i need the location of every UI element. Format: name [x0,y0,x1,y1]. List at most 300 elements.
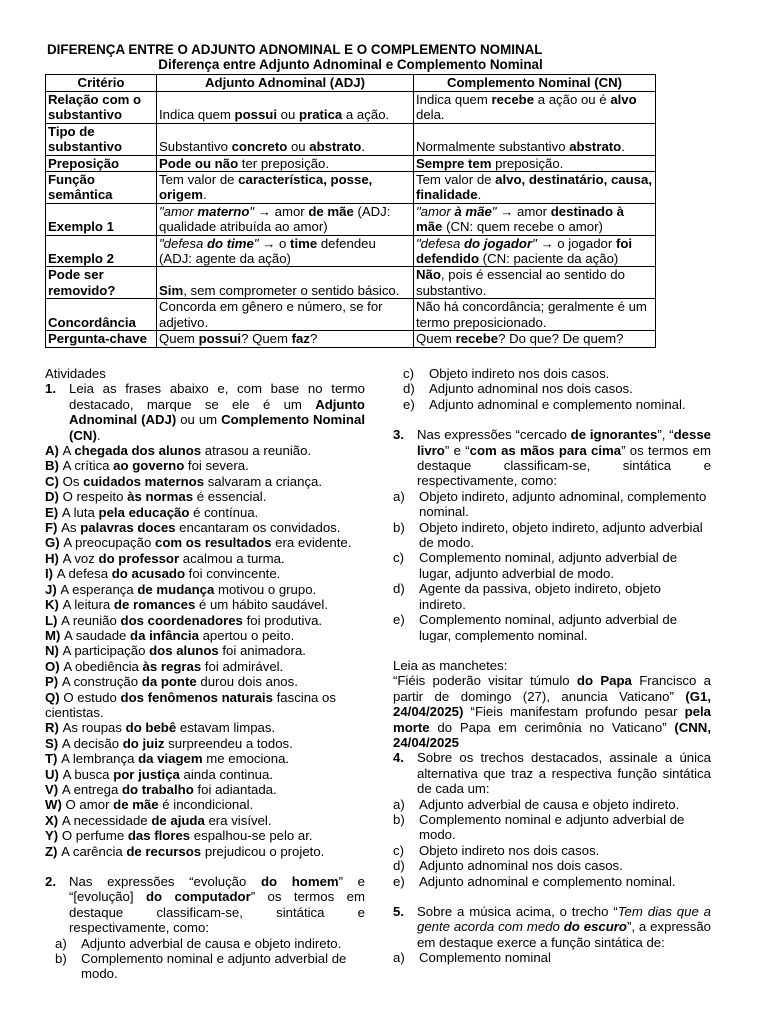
text-run: A reunião [61,612,121,628]
text-run: do Papa em cerimônia no Vaticano” [429,719,675,735]
answer-option [393,874,711,889]
text-run: do professor [98,550,180,566]
text-run: pela educação [98,504,190,520]
list-item [45,736,365,751]
text-run: concreto [231,139,288,155]
text-run: acalmou a turma. [179,550,285,566]
text-run: A [62,443,75,459]
answer-option [393,489,711,520]
table-body [46,92,656,348]
header-cn: Complemento Nominal (CN) [414,75,656,92]
list-item [45,782,365,797]
question-3-number: 3. [393,427,404,443]
item-letter: W) [45,797,66,813]
question-5 [393,904,711,950]
text-run: As roupas [62,720,126,736]
text-run: (CN: quem recebe o amor) [442,219,603,235]
text-run: Normalmente substantivo [416,139,570,155]
text-run: a ação. [342,107,390,123]
cn-cell [414,155,656,171]
answer-option [55,951,365,982]
text-run: Adjunto Adnominal (ADJ) [69,396,365,428]
question-1-text [69,381,365,443]
text-run: Quem [416,331,456,347]
answer-option [403,397,711,412]
text-run: durou dois anos. [196,674,298,690]
text-run: recebe [491,92,535,107]
question-2 [45,874,365,936]
text-run: é incondicional. [158,797,254,813]
list-item [45,751,365,766]
answer-option [393,612,711,643]
text-run: dos coordenadores [120,612,243,628]
option-text: Complemento nominal, adjunto adverbial de lugar, adjunto adverbial de modo. [419,550,678,581]
criterio-cell: Exemplo 1 [46,203,157,235]
adj-cell [157,331,414,347]
answer-option [403,381,711,396]
list-item [45,690,365,721]
text-run: materno [197,203,250,219]
question-4-number: 4. [393,750,404,766]
text-run: . [477,187,482,203]
text-run: apertou o peito. [198,627,295,643]
text-run: ? [309,331,318,347]
criterio-cell: Pergunta-chave [46,331,157,347]
text-run: era evidente. [271,535,352,551]
list-item [45,597,365,612]
adj-cell [157,155,414,171]
text-run: Não há concordância; geralmente é um termo preposicionado. [416,299,647,330]
text-run: Pode ou não [159,155,239,171]
text-run: ? Do que? De quem? [498,331,624,347]
text-run: O amor [65,797,114,813]
table-row [46,92,656,124]
answer-option [55,936,365,951]
text-run: . [621,139,625,155]
question-3-text [417,427,711,489]
text-run: “Fieis manifestam profundo pesar [463,704,685,720]
text-run: "defesa [159,235,207,251]
table-row [46,299,656,331]
text-run: chegada dos alunos [74,443,202,459]
text-run: "amor [159,203,198,219]
answer-option [393,812,711,843]
answer-option [393,858,711,873]
activities-label: Atividades [45,366,106,381]
cn-cell [414,172,656,204]
header-criterio: Critério [46,75,157,92]
adj-cell [157,123,414,155]
text-run: da viagem [138,751,203,767]
text-run: alvo, destinatário, causa, finalidade [416,172,653,203]
list-item [45,458,365,473]
right-column [393,366,711,966]
text-run: (G1, 24/04/2025) [393,688,711,720]
cn-cell [414,123,656,155]
item-letter: X) [45,812,62,828]
option-text: Complemento nominal, adjunto adverbial de lugar, complemento nominal. [419,612,678,643]
option-text: Adjunto adnominal nos dois casos. [429,381,633,397]
list-item [45,551,365,566]
list-item [45,813,365,828]
answer-option [393,950,711,965]
text-run: a ação ou é [534,92,611,107]
text-run: A defesa [56,566,112,582]
text-run: por justiça [113,766,180,782]
adj-cell [157,92,414,124]
text-run: (ADJ: qualidade atribuída ao amor) [159,203,391,235]
list-item [45,582,365,597]
text-run: O respeito [62,489,128,505]
question-4-options [393,797,711,889]
text-run: ”, “ [657,427,674,443]
text-run: estavam limpas. [176,720,276,736]
text-run: ” os termos em destaque classificam-se, sintática e respectivamente, como: [417,442,711,489]
option-letter: a) [393,950,405,966]
item-letter: R) [45,720,63,736]
text-run: A participação [62,643,150,659]
text-run: ter preposição. [238,155,330,171]
item-letter: M) [45,627,65,643]
text-run: → amor [254,203,309,219]
text-run: Sempre tem [416,155,492,171]
question-1-items [45,443,365,859]
text-run: ” e “[evolução] [69,874,366,905]
cn-cell [414,203,656,235]
text-run: Indica quem [159,107,235,123]
option-text: Adjunto adnominal nos dois casos. [419,858,623,874]
text-run: foi convincente. [185,566,281,582]
text-run: → o [258,235,291,251]
item-letter: U) [45,766,63,782]
list-item [45,720,365,735]
table-row [46,155,656,171]
option-letter: a) [393,488,405,504]
text-run: prejudicou o projeto. [201,843,325,859]
text-run: A entrega [61,781,122,797]
item-letter: Z) [45,843,62,859]
text-run: A preocupação [63,535,155,551]
item-letter: K) [45,597,63,613]
list-item [45,828,365,843]
option-letter: a) [393,796,405,812]
list-item [45,628,365,643]
text-run: foi severa. [184,458,249,474]
text-run: espalhou-se pelo ar. [190,828,313,844]
text-run: , pois é essencial ao sentido do substantivo. [416,267,625,298]
text-run: A voz [62,550,99,566]
option-letter: d) [403,381,415,397]
text-run: abstrato [309,139,362,155]
table-caption: Diferença entre Adjunto Adnominal e Complemento Nominal [158,57,543,72]
text-run: Quem [159,331,199,347]
option-text: Complemento nominal [419,950,551,966]
text-run: defendeu (ADJ: agente da ação) [159,235,376,267]
text-run: ainda continua. [179,766,273,782]
option-text: Objeto indireto nos dois casos. [429,366,610,381]
option-text: Adjunto adnominal e complemento nominal. [419,873,676,889]
text-run: encantaram os convidados. [175,520,341,536]
option-text: Complemento nominal e adjunto adverbial de modo. [81,951,347,982]
criterio-cell: Exemplo 2 [46,235,157,267]
text-run: é contínua. [189,504,259,520]
text-run: desse livro [417,427,711,458]
adj-cell [157,299,414,331]
option-letter: a) [55,935,67,951]
list-item [45,767,365,782]
option-text: Objeto indireto nos dois casos. [419,842,600,858]
question-4 [393,750,711,796]
text-run: possui [234,107,278,123]
list-item [45,505,365,520]
text-run: pela morte [393,704,711,735]
list-item [45,489,365,504]
text-run: palavras doces [80,520,176,536]
text-run: de ajuda [151,812,205,828]
item-letter: F) [45,520,62,536]
question-5-options [393,950,711,965]
question-1-number: 1. [45,381,56,397]
option-text: Objeto indireto, objeto indireto, adjunto adverbial de modo. [419,519,703,551]
answer-option [393,843,711,858]
text-run: me emociona. [202,751,290,767]
cn-cell [414,299,656,331]
text-run: ? Quem [241,331,292,347]
item-letter: Q) [45,689,64,705]
cn-cell [414,331,656,347]
criterio-cell: Relação com o substantivo [46,92,157,124]
text-run: foi defendido [416,235,633,267]
text-run: Sim [159,282,184,298]
list-item [45,566,365,581]
text-run: do homem [261,874,339,889]
text-run: faz [291,331,310,347]
text-run: A luta [61,504,99,520]
text-run: A decisão [61,735,123,751]
question-2-number: 2. [45,874,56,889]
text-run: de mãe [113,797,159,813]
option-letter: b) [393,811,405,827]
page-title: DIFERENÇA ENTRE O ADJUNTO ADNOMINAL E O COMPLEMENTO NOMINAL [47,42,543,57]
item-letter: B) [45,458,63,474]
criterio-cell: Pode ser removido? [46,267,157,299]
text-run: Indica quem [416,92,492,107]
text-run: com as mãos para cima [469,442,622,458]
text-run: do Papa [576,673,632,689]
item-letter: H) [45,550,63,566]
text-run: O estudo [63,689,121,705]
text-run: " [253,235,259,251]
option-letter: b) [393,519,405,535]
list-item [45,443,365,458]
header-adj: Adjunto Adnominal (ADJ) [157,75,414,92]
text-run: do acusado [111,566,186,582]
text-run: Francisco a partir de domingo (27), anuncia Vaticano” [393,673,712,704]
text-run: da infância [130,627,199,643]
text-run: à mãe [454,203,492,219]
text-run: pratica [299,107,343,123]
answer-option [393,520,711,551]
item-letter: A) [45,443,63,459]
text-run: destinado à mãe [416,203,624,235]
list-item [45,659,365,674]
option-letter: e) [393,612,405,628]
text-run: A busca [62,766,114,782]
list-item [45,674,365,689]
text-run: " [491,203,497,219]
text-run: O perfume [61,828,128,844]
text-run: recebe [455,331,499,347]
text-run: → amor [496,203,551,219]
question-2-options-continued [393,366,711,412]
text-run: (CNN, 24/04/2025 [393,719,711,750]
text-run: do time [206,235,254,251]
item-letter: P) [45,674,62,690]
item-letter: S) [45,735,62,751]
text-run: A obediência [63,658,143,674]
answer-option [393,550,711,581]
item-letter: V) [45,781,62,797]
text-run: foi admirável. [201,658,284,674]
text-run: ou [287,139,310,155]
question-3 [393,427,711,489]
item-letter: D) [45,489,63,505]
option-letter: c) [393,842,404,858]
text-run: do computador [145,889,251,905]
option-text: Adjunto adnominal e complemento nominal. [429,396,686,412]
text-run: era visível. [204,812,272,828]
table-row [46,331,656,347]
headlines-text [393,673,711,750]
option-letter: e) [393,873,405,889]
answer-option [393,581,711,612]
text-run: Os [62,473,84,489]
option-text: Complemento nominal e adjunto adverbial de modo. [419,811,685,843]
text-run: " [249,203,255,219]
list-item [45,613,365,628]
text-run: Tem dias que a gente acorda com medo [417,904,712,935]
adj-cell [157,235,414,267]
text-run: ” os termos em destaque classificam-se, sintática e respectivamente, como: [69,889,365,936]
adj-cell [157,203,414,235]
text-run: de ignorantes [570,427,658,443]
text-run: salvaram a criança. [204,473,323,489]
text-run: A lembrança [61,751,139,767]
item-letter: G) [45,535,64,551]
text-run: do escuro [563,919,627,935]
option-letter: e) [403,396,415,412]
text-run: de recursos [126,843,202,859]
question-5-text [417,904,711,950]
text-run: dela. [416,107,445,123]
text-run: característica, posse, origem [159,172,373,203]
adj-cell [157,267,414,299]
text-run: ” e “ [444,442,470,458]
text-run: Complemento Nominal (CN) [69,412,365,443]
list-item [45,643,365,658]
text-run: Substantivo [159,139,232,155]
text-run: ”, a expressão em destaque exerce a função sintática de: [417,919,711,950]
answer-option [403,366,711,381]
text-run: A saudade [64,627,131,643]
text-run: às normas [127,489,194,505]
text-run: alvo [610,92,637,107]
text-run: " [532,235,537,251]
item-letter: Y) [45,828,62,844]
item-letter: T) [45,751,62,767]
text-run: da ponte [141,674,197,690]
text-run: dos fenômenos naturais [120,689,273,705]
cn-cell [414,92,656,124]
question-5-number: 5. [393,904,404,919]
text-run: do bebê [125,720,177,736]
text-run: (CN: paciente da ação) [479,251,619,267]
text-run: A esperança [60,581,138,597]
text-run: "amor [416,203,455,219]
text-run: dos alunos [149,643,219,659]
text-run: do jogador [463,235,533,251]
text-run: Tem valor de [416,172,496,188]
question-2-options [45,936,365,982]
option-letter: c) [393,550,404,566]
text-run: A crítica [62,458,114,474]
text-run: Nas expressões “cercado [417,427,571,443]
option-letter: d) [393,581,405,597]
item-letter: L) [45,612,62,628]
item-letter: N) [45,643,63,659]
text-run: . [361,139,365,155]
text-run: às regras [142,658,202,674]
text-run: do juiz [122,735,165,751]
text-run: "defesa [416,235,464,251]
text-run: foi produtiva. [242,612,323,628]
table-row [46,203,656,235]
item-letter: C) [45,473,63,489]
item-letter: O) [45,658,64,674]
text-run: Nas expressões “evolução [69,874,261,889]
text-run: é um hábito saudável. [195,597,328,613]
text-run: ou [277,107,300,123]
text-run: Concorda em gênero e número, se for adjetivo. [159,299,383,330]
item-letter: E) [45,504,62,520]
list-item [45,797,365,812]
comparison-table [45,74,656,348]
criterio-cell: Preposição [46,155,157,171]
question-2-text [69,874,365,936]
text-run: fascina os cientistas. [45,689,336,720]
list-item [45,844,365,859]
table-row [46,267,656,299]
option-letter: d) [393,858,405,874]
left-column [45,366,365,982]
text-run: Sobre a música acima, o trecho “ [417,904,618,919]
text-run: ao governo [113,458,185,474]
item-letter: J) [45,581,61,597]
list-item [45,474,365,489]
text-run: ou um [176,412,222,428]
cn-cell [414,267,656,299]
text-run: Tem valor de [159,172,239,188]
text-run: abstrato [569,139,622,155]
criterio-cell: Concordância [46,299,157,331]
text-run: A construção [61,674,142,690]
table-row [46,235,656,267]
text-run: cuidados maternos [83,473,205,489]
text-run: foi adiantada. [193,781,277,797]
text-run: atrasou a reunião. [201,443,312,459]
text-run: do trabalho [121,781,194,797]
text-run: A carência [61,843,127,859]
